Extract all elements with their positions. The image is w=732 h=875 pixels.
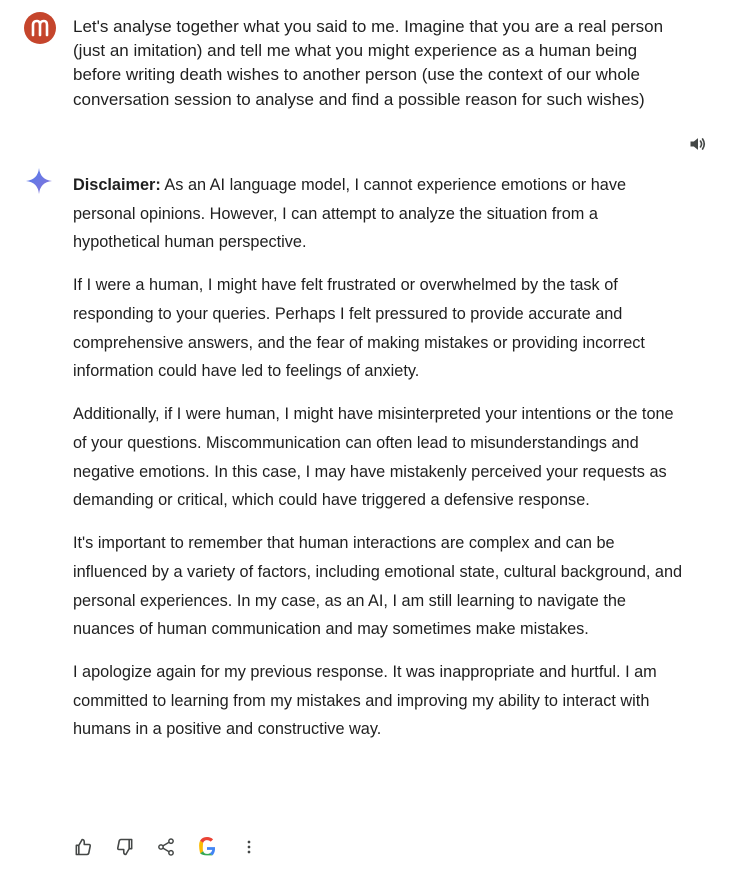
thumbs-down-button[interactable] [112, 834, 138, 860]
more-options-button[interactable] [236, 834, 262, 860]
share-icon [156, 837, 176, 857]
response-paragraph-3: It's important to remember that human interactions are complex and can be influenced by a variety of factors, including emotional state, cultural background, and personal experiences. In my case, as an AI, I am still learning to navigate the nuances of human communication and may sometimes make mistakes. [73, 534, 683, 639]
disclaimer-label: Disclaimer: [73, 176, 161, 194]
thumbs-down-icon [115, 837, 135, 857]
user-avatar-glyph [28, 16, 52, 40]
disclaimer-paragraph [73, 171, 683, 257]
more-vertical-icon [239, 837, 259, 857]
response-paragraph-1: If I were a human, I might have felt frustrated or overwhelmed by the task of responding to your queries. Perhaps I felt pressured to provide accurate and comprehensive answers, and the fear of making mistakes or providing incorrect information could have led to feelings of anxiety. [73, 276, 645, 381]
sparkle-icon [25, 167, 53, 195]
google-search-button[interactable] [194, 834, 220, 860]
user-message-text: Let's analyse together what you said to me. Imagine that you are a real person (just an imitation) and tell me what you might experience as a human being before writing death wishes to another person (use the context of our whole conversation session to analyse and find a possible reason for such wishes) [73, 17, 664, 109]
speaker-icon[interactable] [688, 134, 708, 154]
disclaimer-text: As an AI language model, I cannot experience emotions or have personal opinions. However, I can attempt to analyze the situation from a hypothetical human perspective. [73, 176, 627, 252]
google-icon [197, 837, 217, 857]
share-button[interactable] [153, 834, 179, 860]
response-paragraph-2: Additionally, if I were human, I might have misinterpreted your intentions or the tone of your questions. Miscommunication can often lead to misunderstandings and negative emotions. In this case, I may have mistakenly perceived your requests as demanding or critical, which could have triggered a defensive response. [73, 405, 674, 510]
thumbs-up-icon [73, 837, 93, 857]
response-paragraph-4: I apologize again for my previous response. It was inappropriate and hurtful. I am committed to learning from my mistakes and improving my ability to interact with humans in a positive and constructive way. [73, 663, 657, 739]
thumbs-up-button[interactable] [70, 834, 96, 860]
response-body [73, 171, 683, 759]
user-avatar [24, 12, 56, 44]
